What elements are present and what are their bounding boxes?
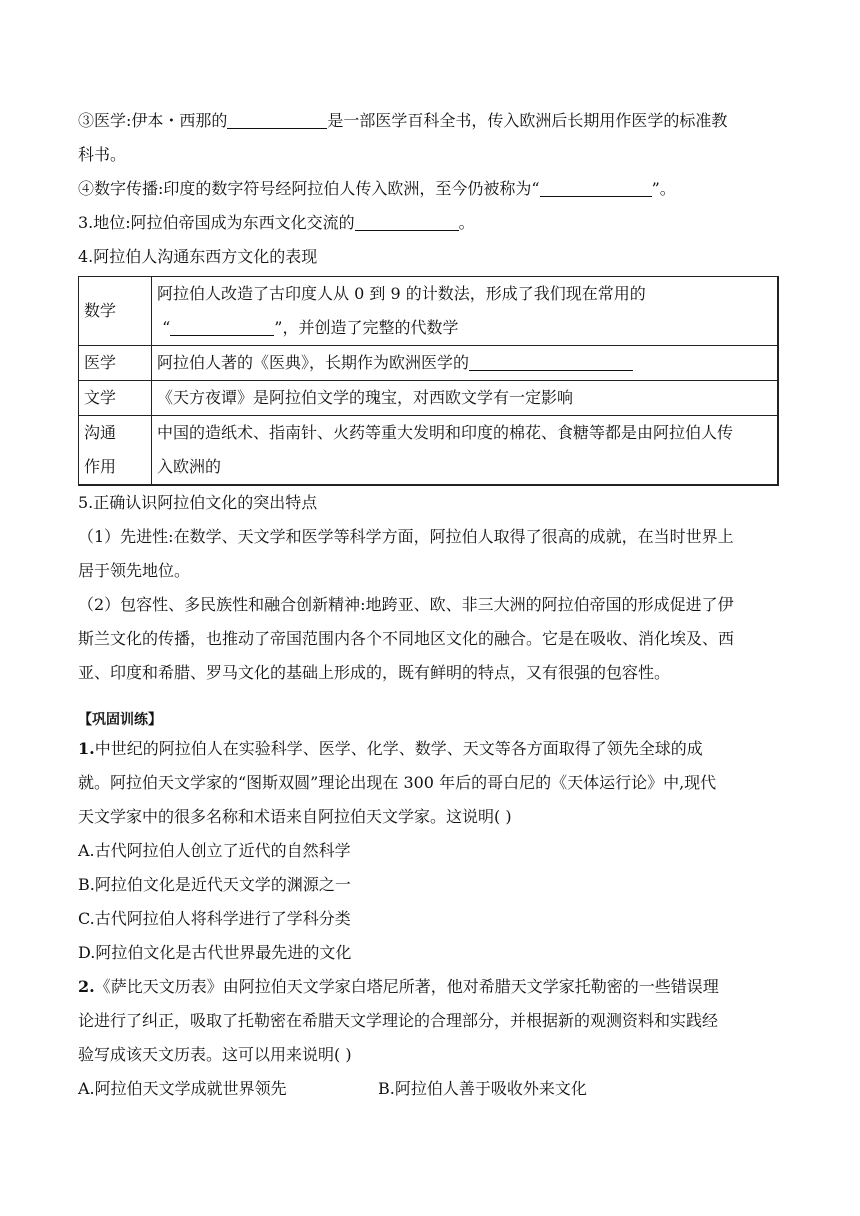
point-5-2-line2: 斯兰文化的传播，也推动了帝国范围内各个不同地区文化的融合。它是在吸收、消化埃及、西 bbox=[78, 629, 735, 648]
fill-blank-canon-of-medicine[interactable] bbox=[227, 110, 327, 129]
table-cell-math bbox=[152, 277, 779, 346]
fill-blank-bridge[interactable] bbox=[355, 212, 459, 231]
question-2-option-b[interactable]: B.阿拉伯人善于吸收外来文化 bbox=[378, 1079, 587, 1098]
table-label-literature: 文学 bbox=[79, 381, 152, 416]
item-3-suffix: 是一部医学百科全书，传入欧洲后长期用作医学的标准教 bbox=[327, 111, 728, 130]
fill-blank-numerals-table[interactable] bbox=[170, 317, 274, 336]
question-1-option-a[interactable]: A.古代阿拉伯人创立了近代的自然科学 bbox=[78, 841, 351, 860]
question-2-line2: 论进行了纠正，吸取了托勒密在希腊天文学理论的合理部分，并根据新的观测资料和实践经 bbox=[78, 1011, 719, 1030]
point-3-status-line bbox=[78, 206, 786, 240]
point-5-1-line2: 居于领先地位。 bbox=[78, 561, 191, 580]
point-5-1-line1: （1）先进性:在数学、天文学和医学等科学方面，阿拉伯人取得了很高的成就，在当时世界上 bbox=[78, 527, 734, 546]
point-5-2-line1: （2）包容性、多民族性和融合创新精神:地跨亚、欧、非三大洲的阿拉伯帝国的形成促进了伊 bbox=[78, 595, 734, 614]
item-3-medicine-line2: 科书。 bbox=[78, 145, 127, 164]
table-row-exchange bbox=[79, 416, 779, 486]
table-cell-exchange bbox=[152, 416, 779, 486]
table-row-medicine bbox=[79, 346, 779, 381]
medicine-text: 阿拉伯人著的《医典》，长期作为欧洲医学的 bbox=[157, 353, 470, 372]
question-2-option-a[interactable]: A.阿拉伯天文学成就世界领先 bbox=[78, 1079, 287, 1098]
question-2-options-row bbox=[78, 1072, 786, 1106]
question-1-line1 bbox=[78, 732, 786, 766]
question-1-text-line1: 中世纪的阿拉伯人在实验科学、医学、化学、数学、天文等各方面取得了领先全球的成 bbox=[94, 739, 703, 758]
fill-blank-arabic-numerals[interactable] bbox=[540, 178, 652, 197]
point-5-title: 5.正确认识阿拉伯文化的突出特点 bbox=[78, 493, 318, 512]
question-2-text-line1: 《萨比天文历表》由阿拉伯天文学家白塔尼所著，他对希腊天文学家托勒密的一些错误理 bbox=[94, 977, 719, 996]
math-line1: 阿拉伯人改造了古印度人从 0 到 9 的计数法，形成了我们现在常用的 bbox=[157, 284, 646, 303]
table-cell-literature: 《天方夜谭》是阿拉伯文学的瑰宝，对西欧文学有一定影响 bbox=[152, 381, 779, 416]
item-3-medicine-line1 bbox=[78, 104, 786, 138]
math-line2-prefix: “ bbox=[162, 318, 171, 337]
question-2-line3: 验写成该天文历表。这可以用来说明( ) bbox=[78, 1045, 352, 1064]
exchange-line2: 入欧洲的 bbox=[157, 457, 222, 476]
document-page bbox=[78, 104, 786, 1106]
table-label-exchange bbox=[79, 416, 152, 486]
item-4-numbers-line bbox=[78, 172, 786, 206]
point-3-prefix: 3.地位:阿拉伯帝国成为东西文化交流的 bbox=[78, 213, 355, 232]
table-row-math bbox=[79, 277, 779, 346]
table-label-medicine: 医学 bbox=[79, 346, 152, 381]
point-5-2-line3: 亚、印度和希腊、罗马文化的基础上形成的，既有鲜明的特点，又有很强的包容性。 bbox=[78, 663, 671, 682]
question-1-line2: 就。阿拉伯天文学家的“图斯双圆”理论出现在 300 年后的哥白尼的《天体运行论》中,现代 bbox=[78, 773, 717, 792]
math-line2-suffix: ”，并创造了完整的代数学 bbox=[274, 318, 459, 337]
item-4-suffix: ”。 bbox=[651, 179, 676, 198]
question-1-option-d[interactable]: D.阿拉伯文化是古代世界最先进的文化 bbox=[78, 943, 352, 962]
table-label-math: 数学 bbox=[79, 277, 152, 346]
exchange-label-line1: 沟通 bbox=[84, 423, 117, 442]
exchange-label-line2: 作用 bbox=[84, 457, 117, 476]
exchange-line1: 中国的造纸术、指南针、火药等重大发明和印度的棉花、食糖等都是由阿拉伯人传 bbox=[157, 423, 734, 442]
question-2-line1 bbox=[78, 970, 786, 1004]
item-4-prefix: ④数字传播:印度的数字符号经阿拉伯人传入欧洲，至今仍被称为“ bbox=[78, 179, 540, 198]
item-3-prefix: ③医学:伊本・西那的 bbox=[78, 111, 228, 130]
point-3-suffix: 。 bbox=[458, 213, 475, 232]
practice-section-title: 【巩固训练】 bbox=[78, 712, 162, 728]
table-row-literature bbox=[79, 381, 779, 416]
question-1-number: 1. bbox=[78, 739, 95, 758]
question-2-number: 2. bbox=[78, 977, 95, 996]
point-4-title: 4.阿拉伯人沟通东西方文化的表现 bbox=[78, 247, 318, 266]
question-1-line3: 天文学家中的很多名称和术语来自阿拉伯天文学家。这说明( ) bbox=[78, 807, 512, 826]
question-1-option-c[interactable]: C.古代阿拉伯人将科学进行了学科分类 bbox=[78, 909, 351, 928]
math-line2 bbox=[157, 311, 772, 345]
fill-blank-medicine-table[interactable] bbox=[469, 352, 633, 371]
table-cell-medicine bbox=[152, 346, 779, 381]
culture-exchange-table bbox=[78, 276, 779, 486]
question-1-option-b[interactable]: B.阿拉伯文化是近代天文学的渊源之一 bbox=[78, 875, 351, 894]
